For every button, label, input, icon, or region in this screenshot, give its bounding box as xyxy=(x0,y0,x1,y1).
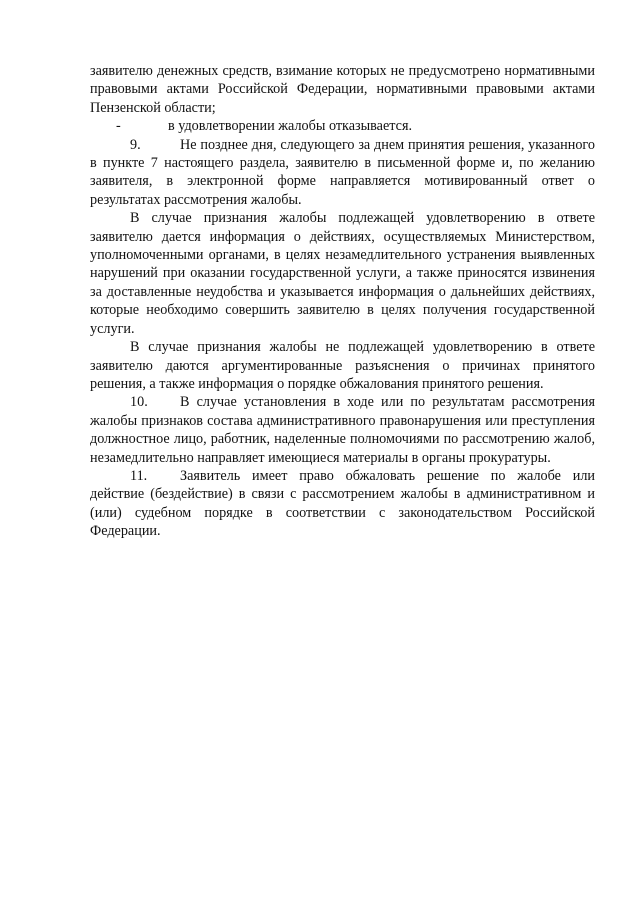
item-text: В случае установления в ходе или по результатам рассмотрения жалобы признаков состава административного правонарушения или преступления должностное лицо, работник, наделенные полномочиями по рассмотрению жалоб, незамедлительно направляет имеющиеся материалы в органы прокуратуры. xyxy=(90,394,595,466)
dash-marker: - xyxy=(116,118,121,135)
paragraph-rejected-complaint: В случае признания жалобы не подлежащей удовлетворению в ответе заявителю даются аргументированные разъяснения о причинах принятого решения, а также информация о порядке обжалования принятого решения. xyxy=(90,339,595,392)
item-text: Заявитель имеет право обжаловать решение по жалобе или действие (бездействие) в связи с рассмотрением жалобы в административном и (или) судебном порядке в соответствии с законодательством Российской Федерации. xyxy=(90,467,595,540)
item-number: 10. xyxy=(130,394,148,411)
item-text: Не позднее дня, следующего за днем принятия решения, указанного в пункте 7 настоящего раздела, заявителю в письменной форме и, по желанию заявителя, в электронной форме направляется мотивированный ответ о результатах рассмотрения жалобы. xyxy=(90,136,595,208)
paragraph-item-11 xyxy=(90,467,595,541)
document-page xyxy=(90,62,595,541)
paragraph-item-10 xyxy=(90,393,595,467)
item-number: 9. xyxy=(130,136,141,153)
paragraph-dash-item xyxy=(90,117,595,135)
paragraph-satisfied-complaint: В случае признания жалобы подлежащей удовлетворению в ответе заявителю дается информация о действиях, осуществляемых Министерством, уполномоченными органами, в целях незамедлительного устранения выявленных нарушений при оказании государственной услуги, а также приносятся извинения за доставленные неудобства и указывается информация о дальнейших действиях, которые необходимо совершить заявителю в целях получения государственной услуги. xyxy=(90,210,595,337)
paragraph-continuation: заявителю денежных средств, взимание которых не предусмотрено нормативными правовыми актами Российской Федерации, нормативными правовыми актами Пензенской области; xyxy=(90,63,595,116)
item-number: 11. xyxy=(130,467,148,484)
paragraph-item-9 xyxy=(90,136,595,210)
dash-item-text: в удовлетворении жалобы отказывается. xyxy=(168,118,413,135)
